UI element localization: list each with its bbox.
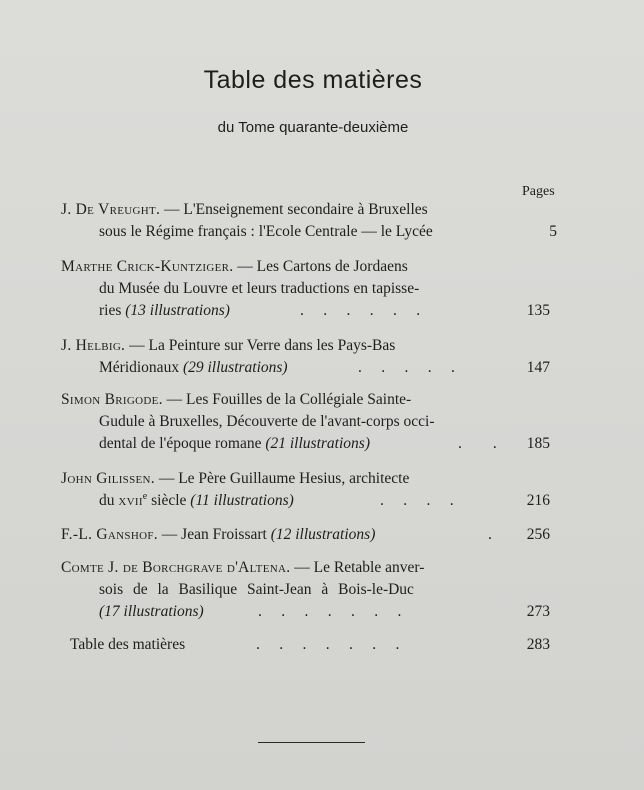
leader-dots: . . bbox=[458, 435, 497, 452]
entry-page: 256 bbox=[526, 526, 550, 543]
entry-illustrations: (29 illustrations) bbox=[182, 359, 288, 376]
entry-illustrations: (11 illustrations) bbox=[190, 492, 294, 509]
leader-dots: . . . . . bbox=[358, 359, 455, 376]
closing-rule bbox=[258, 742, 365, 743]
leader-dots: . . . . . . . bbox=[256, 636, 400, 653]
page-title: Table des matières bbox=[203, 66, 423, 94]
entry-author: Marthe Crick-Kuntziger. bbox=[61, 258, 234, 275]
entry-author: J. De Vreught. bbox=[61, 201, 161, 218]
pages-column-header: Pages bbox=[522, 184, 555, 199]
entry-title: L'Enseignement secondaire à Bruxelles bbox=[183, 201, 428, 218]
entry-title-cont: sois de la Basilique Saint-Jean à Bois-le-Duc bbox=[99, 581, 414, 598]
entry-author: J. Helbig. bbox=[61, 337, 126, 354]
entry-author: Simon Brigode. bbox=[61, 391, 163, 408]
leader-dots: . . . . bbox=[380, 492, 454, 509]
entry-page: 185 bbox=[526, 435, 550, 452]
entry-author: John Gilissen. bbox=[61, 470, 155, 487]
entry-illustrations: (17 illustrations) bbox=[99, 603, 204, 620]
entry-illustrations: (12 illustrations) bbox=[270, 526, 376, 543]
entry-title: La Peinture sur Verre dans les Pays-Bas bbox=[148, 337, 396, 354]
entry-title-cont: Gudule à Bruxelles, Découverte de l'avant-corps occi- bbox=[99, 413, 435, 430]
leader-dots: . . . . . . bbox=[300, 302, 421, 319]
entry-title: Les Fouilles de la Collégiale Sainte- bbox=[186, 391, 412, 408]
entry-page: 147 bbox=[526, 359, 550, 376]
entry-page: 283 bbox=[526, 636, 550, 653]
entry-page: 135 bbox=[526, 302, 550, 319]
entry-page: 273 bbox=[526, 603, 550, 620]
entry-illustrations: (21 illustrations) bbox=[265, 435, 370, 452]
entry-title-cont: sous le Régime français : l'Ecole Centrale — le Lycée bbox=[99, 223, 433, 240]
entry-illustrations: (13 illustrations) bbox=[125, 302, 230, 319]
leader-dots: . bbox=[488, 526, 492, 543]
entry-title-cont: du Musée du Louvre et leurs traductions en tapisse- bbox=[99, 280, 420, 297]
entry-title: Table des matières bbox=[70, 636, 186, 653]
entry-title: Le Retable anver- bbox=[313, 559, 425, 576]
entry-author: Comte J. de Borchgrave d'Altena. bbox=[61, 559, 291, 576]
book-page: Table des matières du Tome quarante-deuxième Pages J. De Vreught. — L'Enseignement secondaire à Bruxelles sous le Régime français : l'Ecole Centrale — le Lycée 5 Marthe Crick-Kuntziger. — Les Cartons de Jordaens du Musée du Louvre et leurs traductions en tapisse- ries (13 illustrations) . . . . . . 135 J. Helbig. — La Peinture sur Verre dans les Pays-Bas Méridionaux (29 illustrations) . . . . . 147 Simon Brigode. — Les Fouilles de la Collégiale Sainte- Gudule à Bruxelles, Découverte de l'avant-corps occi- dental de l'époque romane (21 illustrations) . . 185 John Gilissen. — Le Père Guillaume Hesius, architecte du xvii$^e$ siècle (11 illustrations) . . . . 216 F.-L. Ganshof. — Jean Froissart (12 illustrations) . 256 Comte J. de Borchgrave d'Altena. — Le Retable anver- sois de la Basilique Saint-Jean à Bois-le-Duc (17 illustrations) . . . . . . . 273 Table des matières . . . . . . . 283 bbox=[0, 0, 644, 790]
leader-dots: . . . . . . . bbox=[258, 603, 402, 620]
entry-page: 216 bbox=[526, 492, 550, 509]
page-subtitle: du Tome quarante-deuxième bbox=[217, 119, 409, 136]
entry-title: Le Père Guillaume Hesius, architecte bbox=[178, 470, 410, 487]
entry-title: Les Cartons de Jordaens bbox=[256, 258, 408, 275]
entry-author: F.-L. Ganshof. bbox=[61, 526, 158, 543]
entry-page: 5 bbox=[549, 223, 557, 240]
